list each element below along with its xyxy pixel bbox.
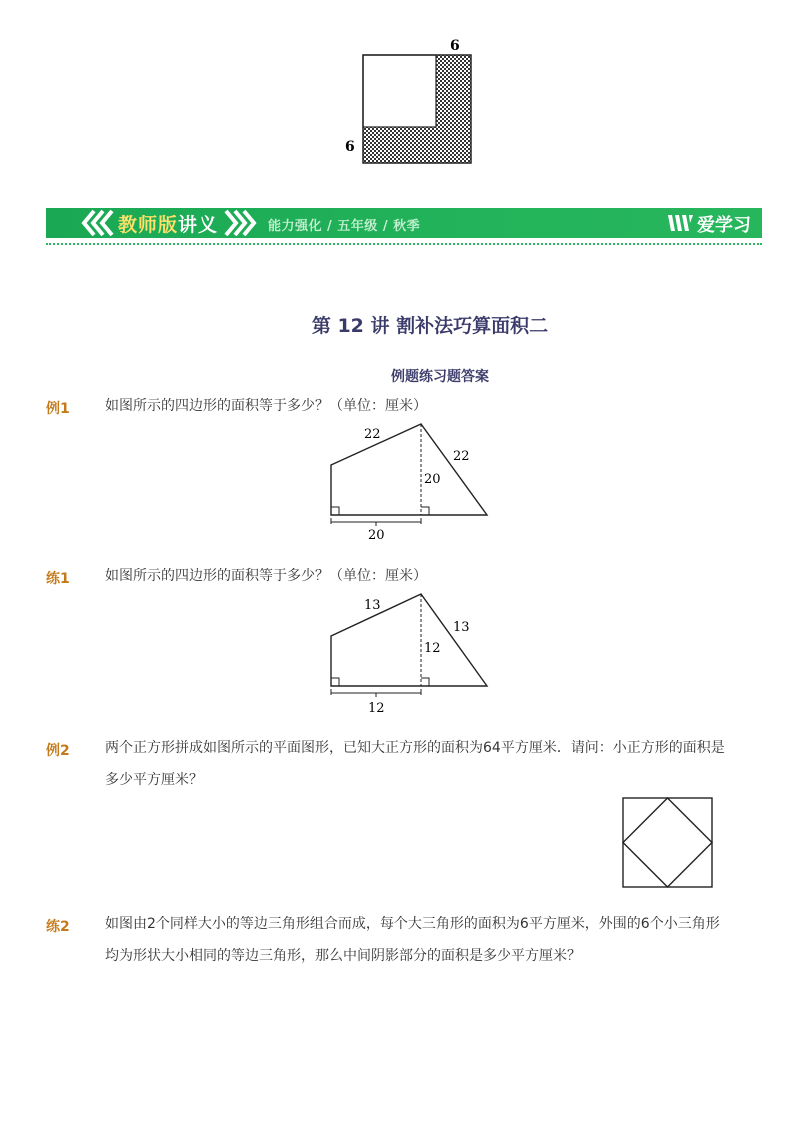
lecture-title: 第 12 讲 割补法巧算面积二 xyxy=(311,315,549,337)
label-left-edge: 22 xyxy=(364,427,381,442)
inner-white-square xyxy=(363,55,436,127)
shaded-right-strip xyxy=(436,55,471,163)
banner-title-part1: 教师版 xyxy=(118,214,179,236)
quadrilateral-figure-1 xyxy=(320,415,500,545)
label-height: 12 xyxy=(424,641,441,656)
banner-title xyxy=(118,210,218,237)
header-banner xyxy=(46,208,762,238)
shaded-bottom-strip xyxy=(363,127,436,163)
question-label: 练1 xyxy=(46,571,70,587)
label-height: 20 xyxy=(424,472,441,487)
label-right-edge: 13 xyxy=(453,620,470,635)
logo-text: 爱学习 xyxy=(697,215,751,236)
logo-icon xyxy=(666,211,694,235)
question-text: 如图所示的四边形的面积等于多少？（单位：厘米） xyxy=(105,398,427,414)
label-base: 12 xyxy=(368,701,385,715)
top-square-figure xyxy=(330,30,490,170)
banner-title-part2: 讲义 xyxy=(178,214,219,236)
question-text: 两个正方形拼成如图所示的平面图形，已知大正方形的面积为64平方厘米．请问：小正方形的面积是多少平方厘米？ xyxy=(105,740,725,788)
label-left-edge: 13 xyxy=(364,598,381,613)
label-base: 20 xyxy=(368,528,385,543)
question-text: 如图由2个同样大小的等边三角形组合而成，每个大三角形的面积为6平方厘米，外围的6个小三角形均为形状大小相同的等边三角形，那么中间阴影部分的面积是多少平方厘米？ xyxy=(105,916,720,964)
chevron-right-icon xyxy=(222,208,258,238)
question-label: 例1 xyxy=(46,401,70,417)
label-right-edge: 22 xyxy=(453,449,470,464)
nested-squares-figure xyxy=(618,793,718,893)
quadrilateral-figure-2 xyxy=(320,585,500,715)
label-left: 6 xyxy=(345,139,355,155)
outer-square xyxy=(623,798,712,887)
inner-rotated-square xyxy=(623,798,712,887)
section-title: 例题练习题答案 xyxy=(391,369,489,385)
label-top: 6 xyxy=(450,38,460,54)
banner-subtitle: 能力强化 / 五年级 / 秋季 xyxy=(268,219,421,234)
banner-divider xyxy=(46,243,762,245)
question-label: 练2 xyxy=(46,919,70,935)
question-text: 如图所示的四边形的面积等于多少？（单位：厘米） xyxy=(105,568,427,584)
chevron-left-icon xyxy=(80,208,116,238)
question-label: 例2 xyxy=(46,743,70,759)
